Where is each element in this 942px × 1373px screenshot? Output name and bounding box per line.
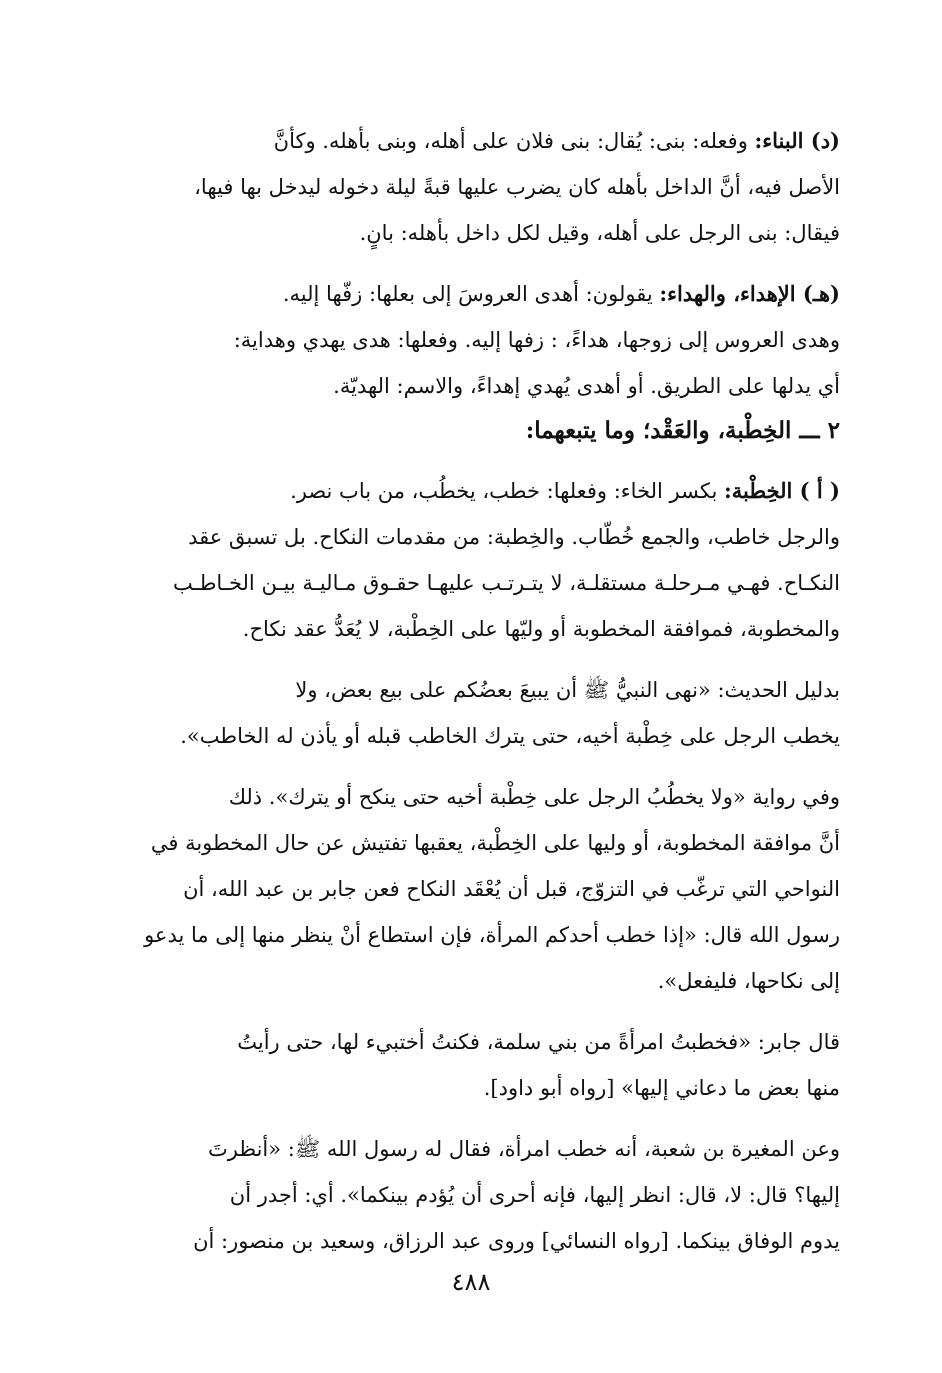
term-heading: ( أ ) الخِطْبة: xyxy=(723,478,840,503)
text-line: أنَّ موافقة المخطوبة، أو وليها على الخِطْبة، يعقبها تفتيش عن حال المخطوبة في xyxy=(150,831,840,855)
text-line: إليها؟ قال: لا، قال: انظر إليها، فإنه أحرى أن يُؤدم بينكما». أي: أجدر أن xyxy=(229,1183,840,1207)
text-line xyxy=(92,271,840,317)
text-line: وعن المغيرة بن شعبة، أنه خطب امرأة، فقال له رسول الله ﷺ: «أنظرتَ xyxy=(208,1137,840,1161)
section-heading xyxy=(92,409,840,453)
text-line: وهدى العروس إلى زوجها، هداءً، : زفها إليه. وفعلها: هدى يهدي وهداية: xyxy=(233,328,840,352)
text-line: أي يدلها على الطريق. أو أهدى يُهدي إهداءً، والاسم: الهديّة. xyxy=(333,374,840,398)
text-line: يدوم الوفاق بينكما. [رواه النسائي] وروى عبد الرزاق، وسعيد بن منصور: أن xyxy=(193,1229,840,1253)
term-heading: (هـ) الإهداء، والهداء: xyxy=(659,281,840,306)
term-heading: (د) البناء: xyxy=(754,128,840,153)
text-line: رسول الله قال: «إذا خطب أحدكم المرأة، فإن استطاع أنْ ينظر منها إلى ما يدعو xyxy=(144,923,840,947)
paragraph-hadith xyxy=(92,667,840,759)
line-text: وفعله: بنى: يُقال: بنى فلان على أهله، وبنى بأهله. وكأنَّ xyxy=(273,129,755,153)
text-line xyxy=(92,468,840,514)
paragraph-riwaya xyxy=(92,774,840,1004)
text-line: منها بعض ما دعاني إليها» [رواه أبو داود]. xyxy=(483,1076,840,1100)
text-line: النكـاح. فهـي مـرحلـة مستقلـة، لا يتـرتـب عليهـا حقـوق مـاليـة بيـن الخـاطـب xyxy=(172,571,840,595)
paragraph-alkhitba xyxy=(92,468,840,652)
paragraph-alihdaa xyxy=(92,271,840,409)
page-body xyxy=(92,118,840,1264)
text-line: والرجل خاطب، والجمع خُطّاب. والخِطبة: من مقدمات النكاح. بل تسبق عقد xyxy=(188,525,840,549)
text-line: فيقال: بنى الرجل على أهله، وقيل لكل داخل بأهله: بانٍ. xyxy=(359,221,840,245)
text-line: قال جابر: «فخطبتُ امرأةً من بني سلمة، فكنتُ أختبيء لها، حتى رأيتُ xyxy=(237,1030,840,1054)
paragraph-albinaa xyxy=(92,118,840,256)
line-text: يقولون: أهدى العروسَ إلى بعلها: زفّها إليه. xyxy=(282,282,660,306)
page-number: ٤٨٨ xyxy=(451,1268,491,1296)
paragraph-jabir xyxy=(92,1019,840,1111)
text-line: إلى نكاحها، فليفعل». xyxy=(657,969,840,993)
text-line: وفي رواية «ولا يخطُبُ الرجل على خِطْبة أخيه حتى ينكح أو يترك». ذلك xyxy=(228,785,840,809)
text-line xyxy=(92,118,840,164)
paragraph-mughira xyxy=(92,1126,840,1264)
line-text: بكسر الخاء: وفعلها: خطب، يخطُب، من باب نصر. xyxy=(290,479,724,503)
text-line: يخطب الرجل على خِطْبة أخيه، حتى يترك الخاطب قبله أو يأذن له الخاطب». xyxy=(180,724,840,748)
section-title: ٢ ـــ الخِطْبة، والعَقْد؛ وما يتبعهما: xyxy=(525,417,840,444)
text-line: والمخطوبة، فموافقة المخطوبة أو وليّها على الخِطْبة، لا يُعَدُّ عقد نكاح. xyxy=(242,617,840,641)
text-line: الأصل فيه، أنَّ الداخل بأهله كان يضرب عليها قبةً ليلة دخوله ليدخل بها فيها، xyxy=(194,175,840,199)
text-line: النواحي التي ترغّب في التزوّج، قبل أن يُعْقَد النكاح فعن جابر بن عبد الله، أن xyxy=(183,877,840,901)
text-line: بدليل الحديث: «نهى النبيُّ ﷺ أن يبيعَ بعضُكم على بيع بعض، ولا xyxy=(295,678,840,702)
